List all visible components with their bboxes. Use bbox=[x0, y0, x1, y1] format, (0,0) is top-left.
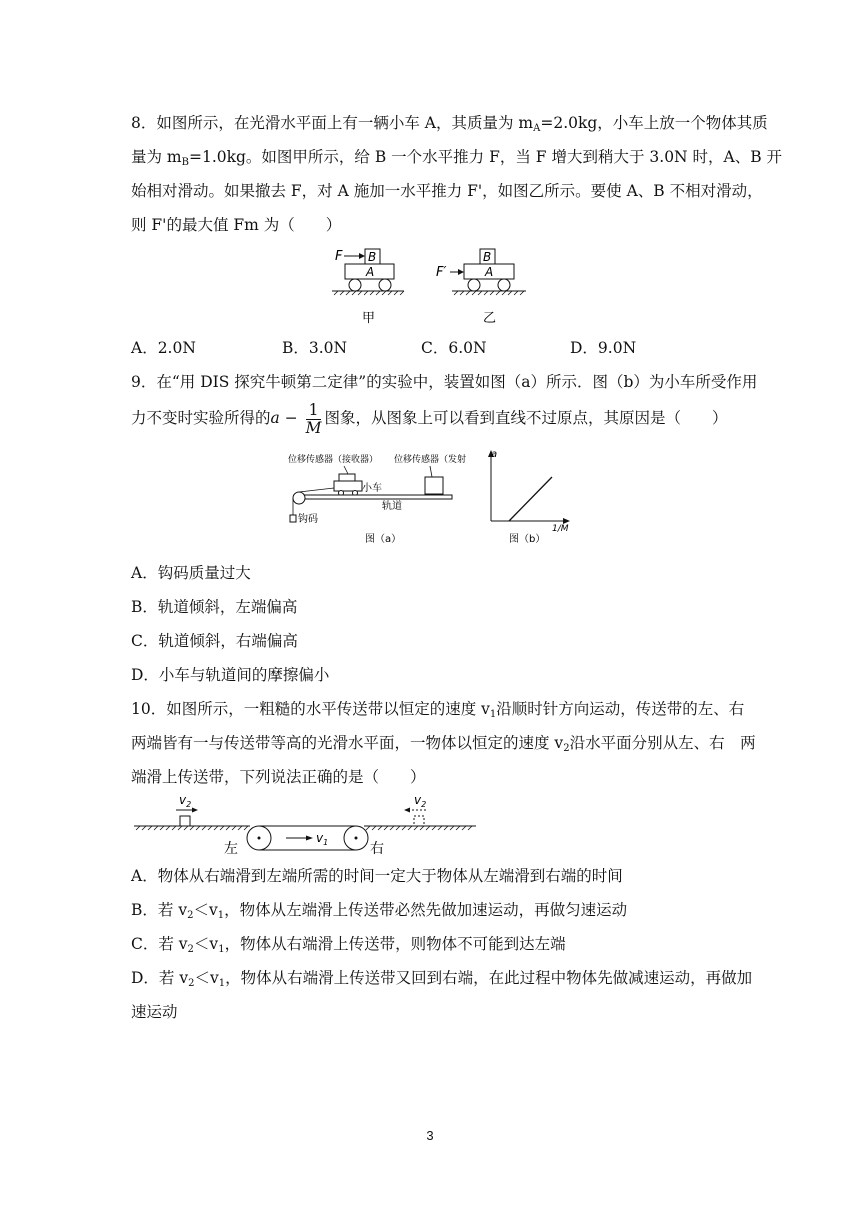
block-right bbox=[414, 816, 424, 826]
block-a-label-right: A bbox=[485, 265, 494, 279]
q9-figure bbox=[282, 447, 582, 552]
q10-option-c[interactable]: C．若 $v_2<v_1$，物体从右端滑上传送带，则物体不可能到达左端 bbox=[131, 935, 566, 955]
caption-fig-b: 图（b） bbox=[509, 534, 546, 545]
q8-line-2: 量为 $m_B=1.0kg$。如图甲所示，给 B 一个水平推力 F，当 F 增大到稍大于 3.0N 时，A、B 开 bbox=[131, 148, 783, 168]
q9-option-a[interactable]: A．钩码质量过大 bbox=[131, 564, 251, 582]
q10-option-d-continued: 速运动 bbox=[131, 1003, 178, 1021]
q10-option-a[interactable]: A．物体从右端滑到左端所需的时间一定大于物体从左端滑到右端的时间 bbox=[131, 867, 623, 885]
q10-line-3: 端滑上传送带，下列说法正确的是（ ） bbox=[131, 768, 426, 786]
force-f-prime-label: F′ bbox=[436, 265, 447, 280]
q8-option-a[interactable]: A．2.0N bbox=[131, 339, 196, 357]
cart-label: 小车 bbox=[362, 483, 382, 494]
axis-inverse-m-label: 1/M bbox=[552, 524, 569, 534]
q8-line-3: 始相对滑动。如果撤去 F，对 A 施加一水平推力 F'，如图乙所示。要使 A、B 不相对滑动， bbox=[131, 182, 763, 200]
v2-right-label: $v_2$ bbox=[414, 793, 427, 809]
block-b-label-right: B bbox=[483, 250, 492, 264]
hook-weight-label: 钩码 bbox=[298, 514, 318, 525]
q8-option-d[interactable]: D．9.0N bbox=[570, 339, 637, 357]
sensor-emitter-label: 位移传感器（发射 bbox=[394, 455, 467, 465]
v1-label: $v_1$ bbox=[316, 831, 329, 847]
sensor-receiver-label: 位移传感器（接收器） bbox=[288, 455, 379, 465]
q8-figure-right bbox=[436, 249, 526, 326]
block-b-label: B bbox=[368, 250, 377, 264]
q9-option-c[interactable]: C．轨道倾斜，右端偏高 bbox=[131, 632, 298, 650]
caption-yi: 乙 bbox=[483, 311, 497, 326]
graph-line bbox=[509, 477, 552, 521]
q10-line-1: 10．如图所示，一粗糙的水平传送带以恒定的速度 $v_1$沿顺时针方向运动，传送带的左、右 bbox=[131, 700, 745, 720]
block-a-label: A bbox=[366, 265, 375, 279]
q10-line-2: 两端皆有一与传送带等高的光滑水平面，一物体以恒定的速度 $v_2$沿水平面分别从左、右 两 bbox=[131, 734, 756, 754]
page-number: 3 bbox=[426, 1128, 434, 1143]
q9-line-2: 力不变时实验所得的a − $\frac{1}{M}$ 图象，从图象上可以看到直线不过原点，其原因是（ ） bbox=[131, 400, 728, 437]
q8-option-b[interactable]: B．3.0N bbox=[282, 339, 348, 357]
caption-fig-a: 图（a） bbox=[365, 534, 402, 545]
q8-option-c[interactable]: C．6.0N bbox=[421, 339, 487, 357]
right-label: 右 bbox=[370, 841, 384, 857]
q9-line-1: 9．在“用 DIS 探究牛顿第二定律”的实验中，装置如图（a）所示．图（b）为小车所受作用 bbox=[131, 373, 758, 391]
track-label: 轨道 bbox=[382, 501, 402, 512]
block-left bbox=[180, 816, 190, 826]
q10-figure bbox=[132, 792, 482, 862]
q8-figure bbox=[330, 243, 530, 328]
q10-option-b[interactable]: B．若 $v_2<v_1$，物体从左端滑上传送带必然先做加速运动，再做匀速运动 bbox=[131, 901, 628, 921]
q9-figure-b bbox=[488, 449, 570, 545]
q9-option-d[interactable]: D．小车与轨道间的摩擦偏小 bbox=[131, 666, 330, 684]
caption-jia: 甲 bbox=[362, 311, 376, 326]
q10-option-d[interactable]: D．若 $v_2<v_1$，物体从右端滑上传送带又回到右端，在此过程中物体先做减速运动，再做加 bbox=[131, 969, 753, 989]
v2-left-label: $v_2$ bbox=[179, 793, 192, 809]
q8-figure-left bbox=[332, 249, 404, 326]
fraction-1-over-m: $\frac{1}{M}$ bbox=[305, 400, 322, 437]
q9-option-b[interactable]: B．轨道倾斜，左端偏高 bbox=[131, 598, 298, 616]
axis-a-label: a bbox=[491, 449, 498, 460]
force-f-label: F bbox=[335, 249, 343, 264]
q8-line-1: 8．如图所示，在光滑水平面上有一辆小车 A，其质量为 $m_A=2.0kg$，小车上放一个物体其质 bbox=[131, 114, 768, 134]
left-label: 左 bbox=[224, 841, 238, 857]
q9-figure-a bbox=[288, 453, 466, 545]
q8-line-4: 则 F'的最大值 Fm 为（ ） bbox=[131, 216, 342, 234]
